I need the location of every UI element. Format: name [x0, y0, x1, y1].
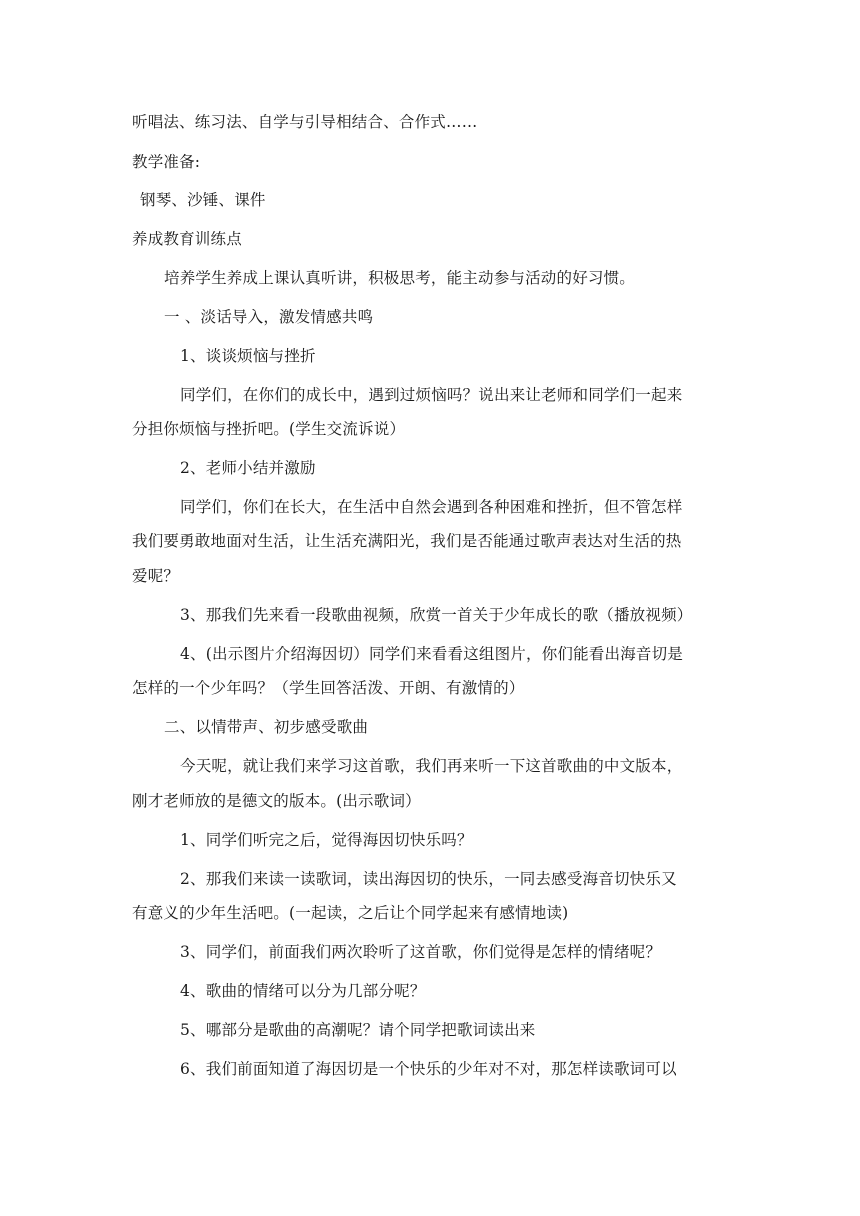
text-line: 我们要勇敢地面对生活，让生活充满阳光，我们是否能通过歌声表达对生活的热: [132, 532, 682, 550]
text-line: 刚才老师放的是德文的版本。(出示歌词）: [132, 792, 421, 810]
text-line: 1、谈谈烦恼与挫折: [180, 347, 316, 365]
text-line: 养成教育训练点: [132, 230, 242, 248]
text-line: 同学们，你们在长大，在生活中自然会遇到各种困难和挫折，但不管怎样: [180, 498, 683, 516]
text-line: 怎样的一个少年吗？（学生回答活泼、开朗、有激情的）: [132, 679, 525, 697]
text-line: 1、同学们听完之后，觉得海因切快乐吗？: [180, 831, 473, 849]
text-line: 3、那我们先来看一段歌曲视频，欣赏一首关于少年成长的歌（播放视频）: [180, 606, 693, 624]
text-line: 2、老师小结并激励: [180, 459, 316, 477]
text-line: 同学们，在你们的成长中，遇到过烦恼吗？说出来让老师和同学们一起来: [180, 386, 683, 404]
text-line: 分担你烦恼与挫折吧。(学生交流诉说）: [132, 420, 406, 438]
text-line: 听唱法、练习法、自学与引导相结合、合作式……: [132, 113, 478, 131]
text-line: 培养学生养成上课认真听讲，积极思考，能主动参与活动的好习惯。: [164, 269, 636, 287]
text-line: 教学准备:: [132, 153, 201, 171]
text-line: 钢琴、沙锤、课件: [140, 191, 266, 209]
text-line: 爱呢？: [132, 567, 180, 585]
text-line: 今天呢，就让我们来学习这首歌，我们再来听一下这首歌曲的中文版本，: [180, 757, 683, 775]
text-line: 2、那我们来读一读歌词，读出海因切的快乐，一同去感受海音切快乐又: [180, 870, 677, 888]
text-line: 5、哪部分是歌曲的高潮呢？请个同学把歌词读出来: [180, 1021, 536, 1039]
section-heading: 二、以情带声、初步感受歌曲: [164, 718, 369, 736]
section-heading: 一 、淡话导入，激发情感共鸣: [164, 308, 374, 326]
text-line: 4、歌曲的情绪可以分为几部分呢？: [180, 982, 426, 1000]
text-line: 6、我们前面知道了海因切是一个快乐的少年对不对，那怎样读歌词可以: [180, 1060, 677, 1078]
text-line: 3、同学们，前面我们两次聆听了这首歌，你们觉得是怎样的情绪呢？: [180, 943, 662, 961]
text-line: 4、(出示图片介绍海因切）同学们来看看这组图片，你们能看出海音切是: [180, 645, 684, 663]
text-line: 有意义的少年生活吧。(一起读，之后让个同学起来有感情地读): [132, 904, 569, 922]
